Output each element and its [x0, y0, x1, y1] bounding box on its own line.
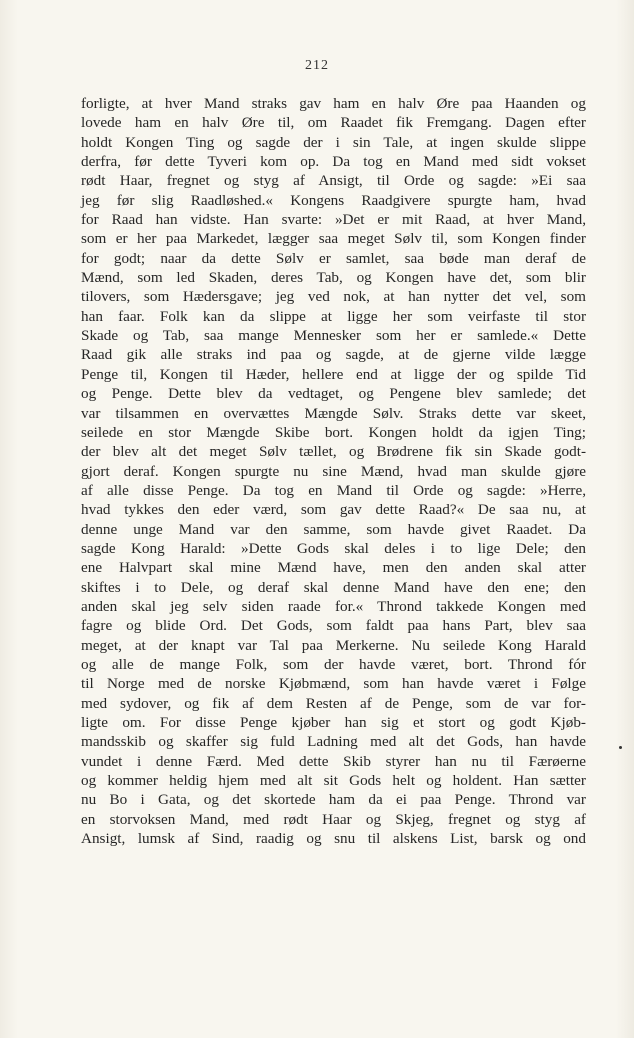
text-line: mandsskib og skaffer sig fuld Ladning med alt det Gods, han havde — [81, 733, 586, 751]
text-line: hvad tykkes den eder værd, som gav dette Raad?« De saa nu, at — [81, 501, 586, 519]
text-line: nu Bo i Gata, og det skortede ham da ei paa Penge. Thrond var — [81, 791, 586, 809]
text-line: ene Halvpart skal mine Mænd have, men den anden skal atter — [81, 559, 586, 577]
text-line: Raad gik alle straks ind paa og sagde, at de gjerne vilde lægge — [81, 346, 586, 364]
text-line: og Penge. Dette blev da vedtaget, og Pengene blev samlede; det — [81, 385, 586, 403]
text-line: ligte om. For disse Penge kjøber han sig et stort og godt Kjøb- — [81, 714, 586, 731]
text-line: seilede en stor Mængde Skibe bort. Kongen holdt da igjen Ting; — [81, 423, 586, 441]
text-line: som er her paa Markedet, lægger saa meget Sølv til, som Kongen finder — [81, 230, 586, 248]
text-line: af alle disse Penge. Da tog en Mand til Orde og sagde: »Herre, — [81, 481, 586, 499]
text-line: og alle de mange Folk, som der havde været, bort. Thrond fór — [81, 655, 586, 673]
text-line: fagre og blide Ord. Det Gods, som faldt paa hans Part, blev saa — [81, 617, 586, 635]
text-line: tilovers, som Hædersgave; jeg ved nok, at han nytter det vel, som — [81, 288, 586, 306]
text-line: skiftes i to Dele, og deraf skal denne Mand have den ene; den — [81, 578, 586, 596]
text-line: vundet i denne Færd. Med dette Skib styrer han nu til Færøerne — [81, 752, 586, 770]
text-line: gjort deraf. Kongen spurgte nu sine Mænd, hvad man skulde gjøre — [81, 462, 586, 480]
text-line: med sydover, og fik af dem Resten af de Penge, som de var for- — [81, 694, 586, 712]
text-line: for godt; naar da dette Sølv er samlet, saa bøde man deraf de — [81, 249, 586, 267]
text-line: der blev alt det meget Sølv tællet, og Brødrene fik sin Skade godt- — [81, 443, 586, 461]
text-line: til Norge med de norske Kjøbmænd, som han havde været i Følge — [81, 675, 586, 693]
text-line: meget, at der knapt var Tal paa Merkerne. Nu seilede Kong Harald — [81, 636, 586, 654]
text-line: rødt Haar, fregnet og styg af Ansigt, til Orde og sagde: »Ei saa — [81, 172, 586, 190]
page-number: 212 — [305, 58, 329, 73]
text-line: derfra, før dette Tyveri kom op. Da tog en Mand med sidt vokset — [81, 153, 586, 171]
text-line: Ansigt, lumsk af Sind, raadig og snu til alskens List, barsk og ond — [81, 830, 586, 848]
body-text — [81, 94, 586, 848]
text-line: sagde Kong Harald: »Dette Gods skal deles i to lige Dele; den — [81, 539, 586, 557]
text-line: anden skal jeg selv siden raade for.« Thrond takkede Kongen med — [81, 597, 586, 615]
text-line: han faar. Folk kan da slippe at ligge her som veirfaste til stor — [81, 307, 586, 325]
text-line: en storvoksen Mand, med rødt Haar og Skjeg, fregnet og styg af — [81, 810, 586, 828]
text-line: forligte, at hver Mand straks gav ham en halv Øre paa Haanden og — [81, 95, 586, 112]
ink-speck — [619, 746, 622, 749]
text-line: Penge til, Kongen til Hæder, hellere end at ligge der og spilde Tid — [81, 365, 586, 383]
text-line: Mænd, som led Skaden, deres Tab, og Kongen have det, som blir — [81, 269, 586, 287]
text-line: jeg før slig Raadløshed.« Kongens Raadgivere spurgte ham, hvad — [81, 191, 586, 209]
text-line: denne unge Mand var den samme, som havde givet Raadet. Da — [81, 520, 586, 538]
text-line: og kommer heldig hjem med alt sit Gods helt og holdent. Han sætter — [81, 772, 586, 790]
text-line: for Raad han vidste. Han svarte: »Det er mit Raad, at hver Mand, — [81, 211, 586, 229]
text-line: var tilsammen en overvættes Mængde Sølv. Straks dette var skeet, — [81, 404, 586, 422]
text-line: lovede ham en halv Øre til, om Raadet fik Fremgang. Dagen efter — [81, 114, 586, 132]
text-line: Skade og Tab, saa mange Mennesker som her er samlede.« Dette — [81, 327, 586, 345]
text-line: holdt Kongen Ting og sagde der i sin Tale, at ingen skulde slippe — [81, 133, 586, 151]
